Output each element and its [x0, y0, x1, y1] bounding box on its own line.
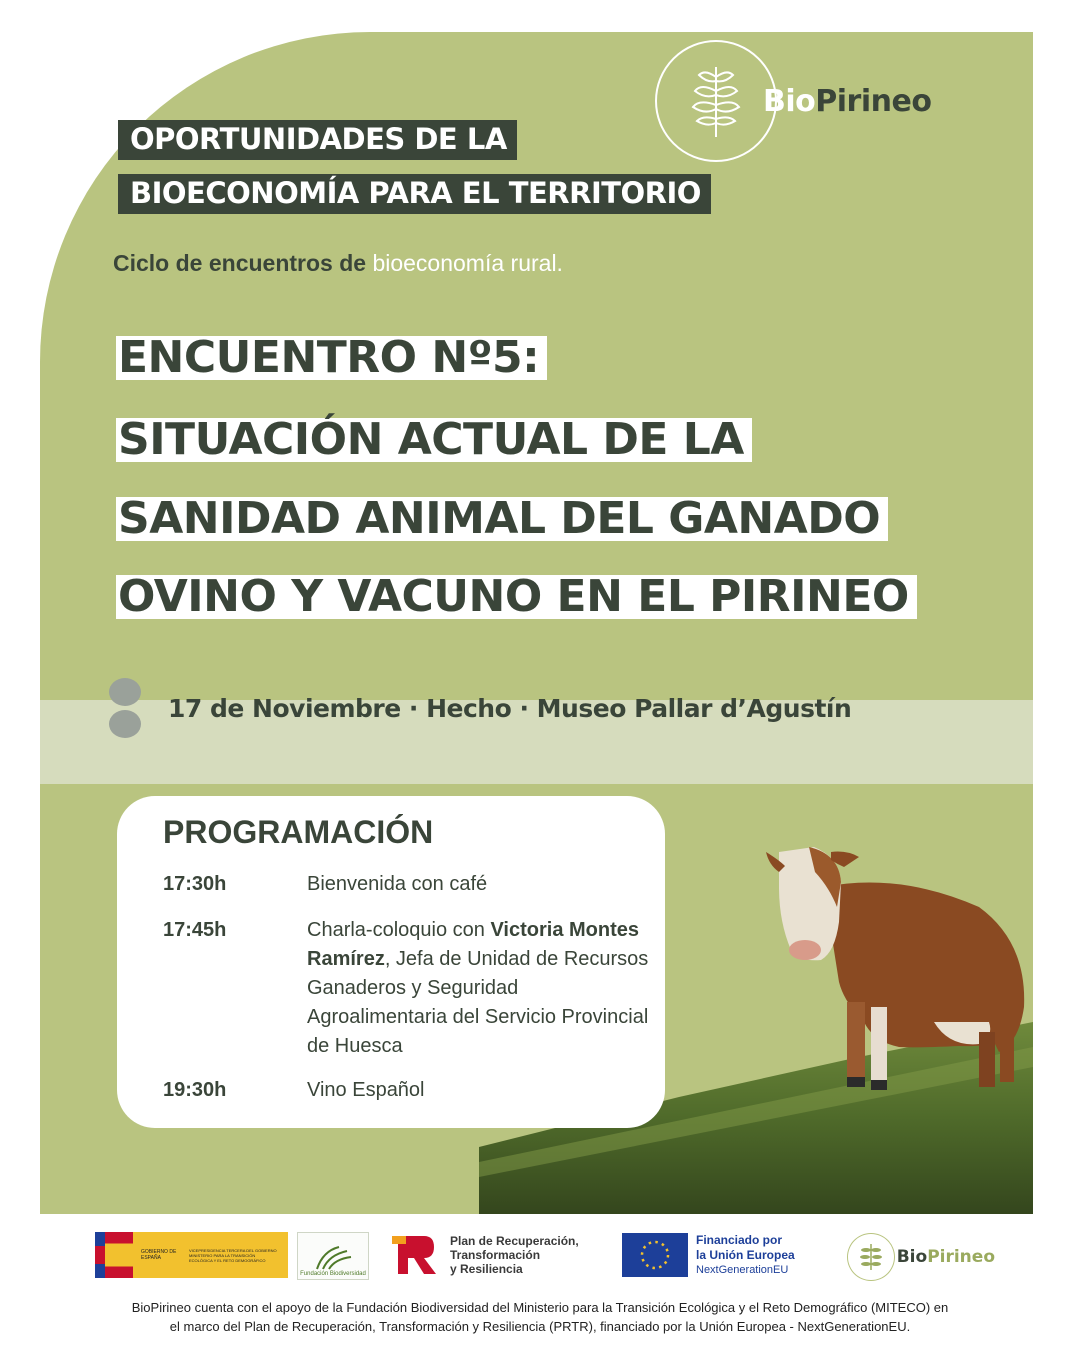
headline-line-3: SANIDAD ANIMAL DEL GANADO	[116, 497, 888, 541]
logo-wordmark: BioPirineo	[763, 83, 932, 119]
program-time: 17:30h	[163, 873, 227, 895]
program-title: PROGRAMACIÓN	[163, 814, 434, 850]
fundacion-biodiversidad-logo: Fundación Biodiversidad	[297, 1232, 369, 1280]
headline-line-1: ENCUENTRO Nº5:	[116, 336, 547, 380]
kicker-line-2: BIOECONOMÍA PARA EL TERRITORIO	[118, 174, 711, 214]
program-desc: Vino Español	[307, 1079, 425, 1101]
program-desc: Bienvenida con café	[307, 873, 488, 895]
footer-disclaimer: BioPirineo cuenta con el apoyo de la Fundación Biodiversidad del Ministerio para la Transición Ecológica y el Reto Demográfico (MITECO) en el marco del Plan de Recuperación, Transformación y Resiliencia (PRTR), financiado por la Unión Europea - NextGenerationEU.	[131, 1300, 949, 1334]
spain-government-logo: GOBIERNO DE ESPAÑA VICEPRESIDENCIA TERCERA DEL GOBIERNO MINISTERIO PARA LA TRANSICIÓN ECOLÓGICA Y EL RETO DEMOGRÁFICO	[95, 1232, 288, 1278]
program-card	[117, 796, 665, 1128]
subtitle: Ciclo de encuentros de bioeconomía rural.	[113, 250, 563, 276]
program-desc: Charla-coloquio con Victoria Montes Ramírez, Jefa de Unidad de Recursos Ganaderos y Seguridad Agroalimentaria del Servicio Provincial de Huesca	[307, 919, 649, 1057]
eu-flag-logo: Financiado por la Unión Europea NextGenerationEU	[622, 1232, 822, 1278]
prtr-logo: Plan de Recuperación, Transformación y Resiliencia	[392, 1232, 606, 1278]
leaf-icon	[655, 40, 777, 162]
sponsor-logos	[95, 1232, 995, 1282]
headline-line-2: SITUACIÓN ACTUAL DE LA	[116, 418, 752, 462]
location-pin-icon	[109, 678, 143, 742]
headline-line-4: OVINO Y VACUNO EN EL PIRINEO	[116, 575, 917, 619]
biopirineo-small-logo: BioPirineo	[847, 1232, 995, 1282]
event-details: 17 de Noviembre · Hecho · Museo Pallar d’Agustín	[168, 694, 852, 723]
biopirineo-logo	[655, 40, 931, 162]
program-time: 17:45h	[163, 919, 227, 941]
program-time: 19:30h	[163, 1079, 227, 1101]
kicker-line-1: OPORTUNIDADES DE LA	[118, 120, 517, 160]
leaf-icon	[847, 1233, 895, 1281]
